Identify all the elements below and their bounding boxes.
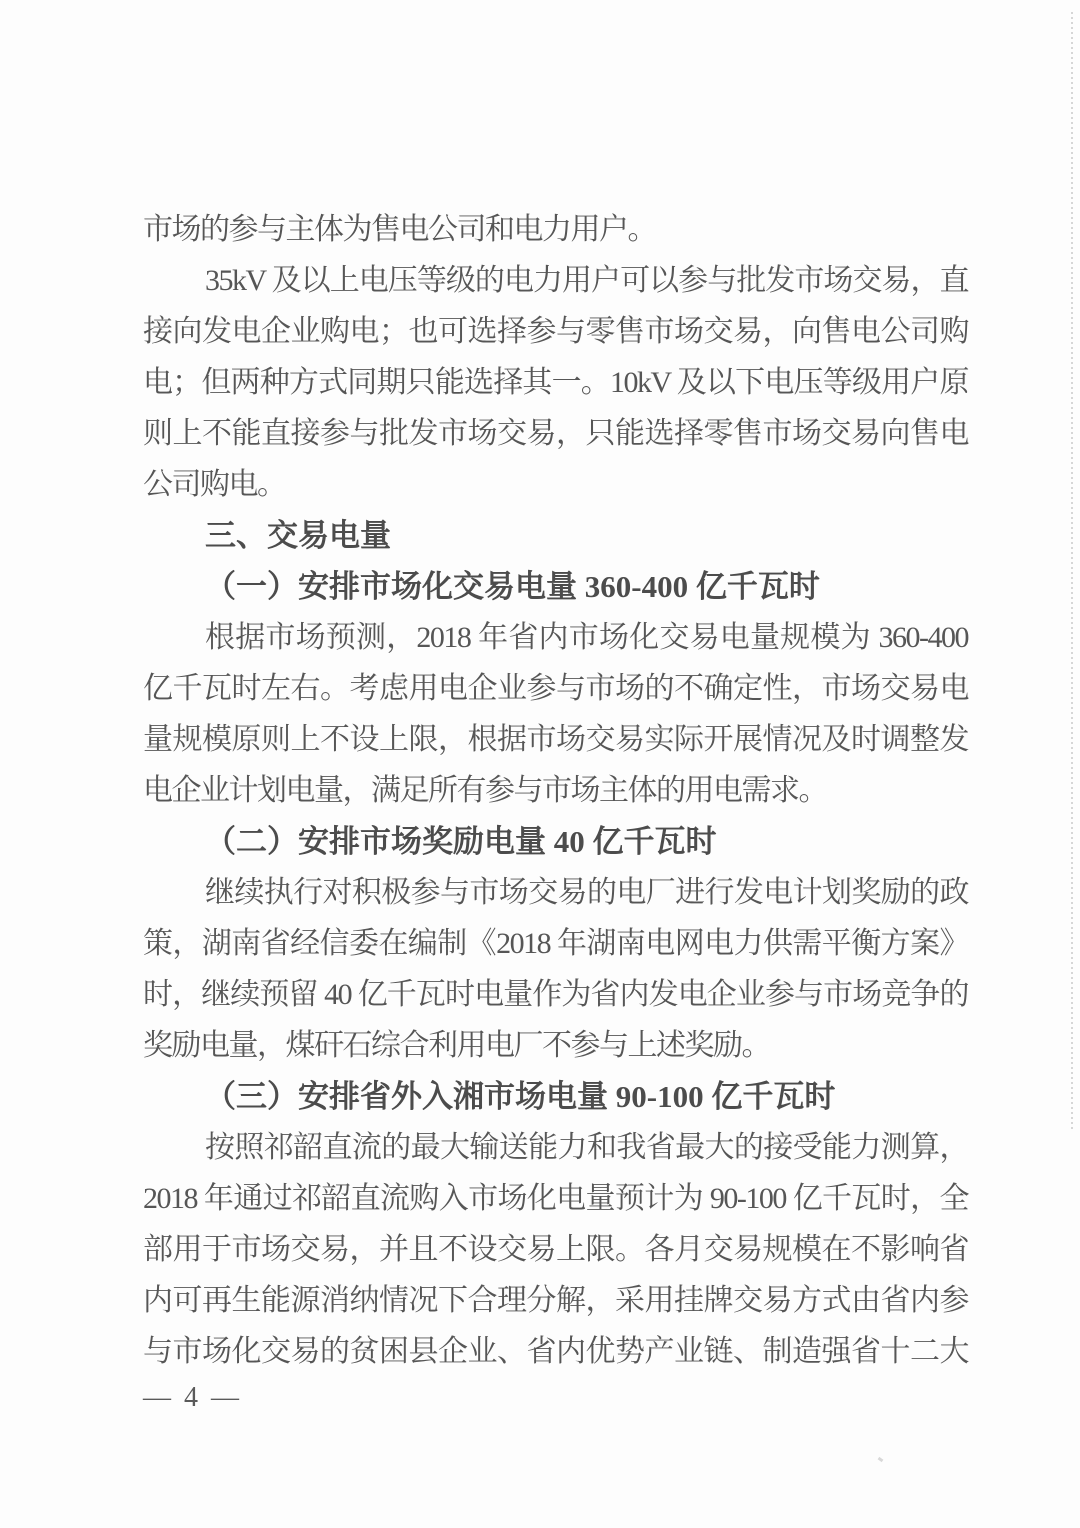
text-line: 奖励电量，煤矸石综合利用电厂不参与上述奖励。 — [143, 1029, 770, 1062]
text-line: 时，继续预留 40 亿千瓦时电量作为省内发电企业参与市场竞争的 — [143, 978, 968, 1011]
text-line: 电企业计划电量，满足所有参与市场主体的用电需求。 — [143, 774, 827, 807]
text-line: 公司购电。 — [143, 468, 286, 501]
section-heading: （三）安排省外入湘市场电量 90-100 亿千瓦时 — [205, 1079, 836, 1114]
text-line: 2018 年通过祁韶直流购入市场化电量预计为 90-100 亿千瓦时，全 — [143, 1182, 968, 1215]
text-line: 策，湖南省经信委在编制《2018 年湖南电网电力供需平衡方案》 — [143, 927, 968, 960]
scan-speckle — [878, 1457, 884, 1462]
text-line: 市场的参与主体为售电公司和电力用户。 — [143, 213, 656, 246]
text-line: 亿千瓦时左右。考虑用电企业参与市场的不确定性，市场交易电 — [143, 672, 968, 705]
text-line: 内可再生能源消纳情况下合理分解，采用挂牌交易方式由省内参 — [143, 1284, 968, 1317]
text-line: 35kV 及以上电压等级的电力用户可以参与批发市场交易，直 — [205, 264, 968, 297]
text-line: 电；但两种方式同期只能选择其一。10kV 及以下电压等级用户原 — [143, 366, 968, 399]
page-number: — 4 — — [143, 1382, 242, 1413]
section-heading: （二）安排市场奖励电量 40 亿千瓦时 — [205, 824, 717, 859]
text-line: 接向发电企业购电；也可选择参与零售市场交易，向售电公司购 — [143, 315, 968, 348]
section-heading: 三、交易电量 — [205, 518, 391, 553]
text-line: 量规模原则上不设上限，根据市场交易实际开展情况及时调整发 — [143, 723, 968, 756]
text-line: 根据市场预测，2018 年省内市场化交易电量规模为 360-400 — [205, 621, 968, 654]
text-line: 部用于市场交易，并且不设交易上限。各月交易规模在不影响省 — [143, 1233, 968, 1266]
document-body — [143, 204, 968, 1377]
text-line: 与市场化交易的贫困县企业、省内优势产业链、制造强省十二大 — [143, 1335, 968, 1368]
section-heading: （一）安排市场化交易电量 360-400 亿千瓦时 — [205, 569, 820, 604]
text-line: 按照祁韶直流的最大输送能力和我省最大的接受能力测算， — [205, 1131, 968, 1164]
text-line: 继续执行对积极参与市场交易的电厂进行发电计划奖励的政 — [205, 876, 968, 909]
text-line: 则上不能直接参与批发市场交易，只能选择零售市场交易向售电 — [143, 417, 968, 450]
scan-edge-artifact — [1071, 12, 1073, 1132]
